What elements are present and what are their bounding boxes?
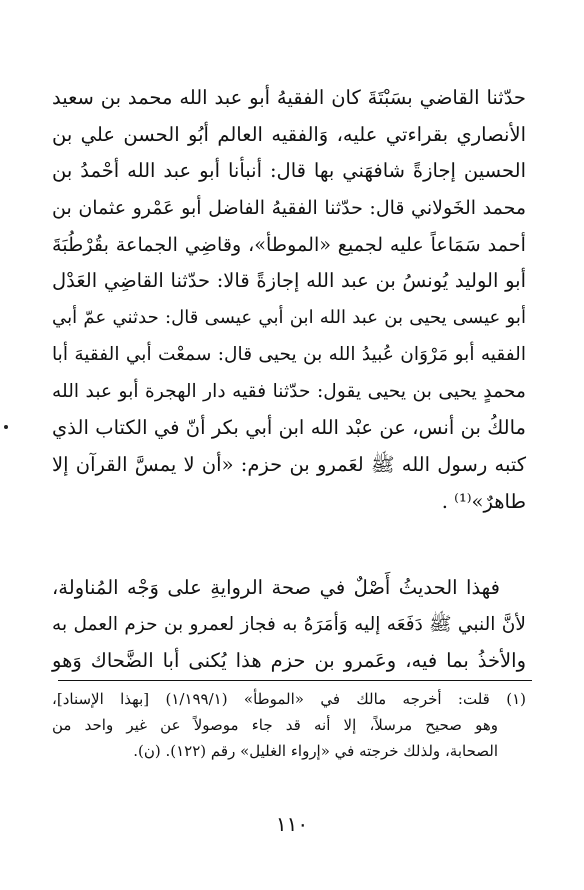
footnote-separator [58,680,532,681]
text-line: طاهرٌ»⁽¹⁾ . [441,489,526,513]
margin-mark [4,425,8,429]
text-line: والأخذُ بما فيه، وعَمرو بن حزم هذا يُكنى أبا الضَّحاك وَهو [52,649,526,673]
text-line: لأنَّ النبي ﷺ دَفَعَه إليه وَأمَرَهُ به فجاز لعمرو بن حزم العمل به [52,613,526,635]
text-line: الأنصاري بقراءتي عليه، وَالفقيه العالم أبُو الحسن علي بن [52,122,526,146]
text-line: أبو الوليد يُونسُ بن عبد الله إجازةً قالا: حدّثنا القاضِي العَدْل [52,269,526,293]
footnote-line: الصحابة، ولذلك خرجته في «إرواء الغليل» رقم (١٢٢). (ن). [133,742,498,760]
text-line: كتبه رسول الله ﷺ لعَمرو بن حزم: «أن لا يمسَّ القرآن إلا [52,452,526,476]
footnote-line: (١) قلت: أخرجه مالك في «الموطأ» (١/١٩٩/١) [بهذا الإسناد]، [52,690,526,708]
text-line: محمدٍ يحيى بن يحيى يقول: حدّثنا فقيه دار الهجرة أبو عبد الله [52,380,526,402]
text-line: أبو عيسى يحيى بن عبد الله ابن أبي عيسى قال: حدثني عمّ أبي [52,307,526,329]
text-line: الفقيه أبو مَرْوَان عُبيدُ الله بن يحيى قال: سمعْت أبي الفقيهَ أبا [52,343,526,365]
footnote-line: وهو صحيح مرسلاً، إلا أنه قد جاء موصولاً عن غير واحد من [52,716,498,734]
second-paragraph [52,570,526,680]
text-line: مالكُ بن أنس، عن عبْد الله ابن أبي بكر أنّ في الكتاب الذي [52,416,526,440]
footnote [52,686,526,764]
text-line: فهذا الحديثُ أَصْلٌ في صحة الروايةِ على وَجْه المُناولة، [52,576,500,599]
main-paragraph [52,80,526,520]
page-number: ١١٠ [275,812,309,836]
text-line: الحسين إجازةً شافهَني بها قال: أنبأنا أبو عبد الله أحْمدُ بن [52,159,526,183]
text-line: حدّثنا القاضي بسَبْتَةَ كان الفقيهُ أبو عبد الله محمد بن سعيد [52,86,526,109]
text-line: أحمد سَمَاعاً عليه لجميع «الموطأ»، وقاضِي الجماعة بقُرْطُبَةَ [52,232,526,256]
text-line: محمد الخَولاني قال: حدّثنا الفقيهُ الفاضل أبو عَمْرو عثمان بن [52,197,526,220]
